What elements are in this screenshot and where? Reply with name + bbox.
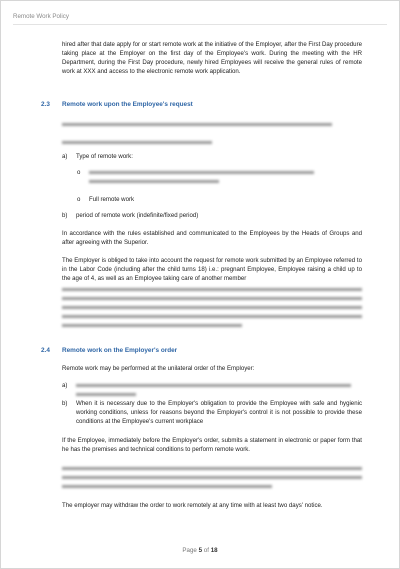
section-title: Remote work upon the Employee's request	[62, 101, 193, 108]
total-pages: 18	[210, 547, 218, 554]
obscured-text	[76, 382, 362, 396]
section-number: 2.4	[41, 347, 50, 354]
obscured-text	[62, 138, 362, 144]
list-item-a: a)	[62, 382, 362, 396]
list-item-b: b) When it is necessary due to the Employer's obligation to provide the Employee with safe and hygienic working conditions, unless for reasons beyond the Employer's control it is not possible to provide these conditions at the Employee's current workplace	[62, 400, 362, 425]
paragraph: If the Employee, immediately before the Employer's order, submits a statement in electronic or paper form that he has the premises and technical conditions to perform remote work.	[62, 437, 362, 453]
current-page: 5	[198, 547, 203, 554]
paragraph: Remote work may be performed at the unilateral order of the Employer:	[62, 365, 255, 372]
section-title: Remote work on the Employer's order	[62, 347, 178, 354]
sub-item-partial: o	[62, 169, 377, 183]
list-item-a: a) Type of remote work:	[62, 153, 133, 160]
header-divider	[13, 24, 387, 25]
paragraph: The employer may withdraw the order to work remotely at any time with at least two days' notice.	[62, 502, 323, 509]
obscured-text	[62, 120, 362, 126]
sub-item-full-remote: o Full remote work	[77, 196, 135, 203]
obscured-text	[62, 464, 362, 488]
paragraph: The Employer is obliged to take into account the request for remote work submitted by an Employee referred to in the Labor Code (including after the child turns 18) i.e.: pregnant Employee, Employee raising a child up to the age of 4, as well as an Employee taking care of another member	[62, 257, 362, 282]
section-number: 2.3	[41, 101, 50, 108]
list-item-b: b) period of remote work (indefinite/fixed period)	[62, 212, 199, 219]
obscured-text	[62, 285, 362, 327]
intro-paragraph: hired after that date apply for or start remote work at the initiative of the Employer, after the First Day procedure taking place at the Employer on the first day of the Employee's work. During the meeting with the HR Department, during the First Day procedure, newly hired Employees will receive the general rules of remote work at XXX and access to the electronic remote work application.	[62, 41, 362, 75]
running-header: Remote Work Policy	[13, 13, 69, 20]
section-heading-2-4	[41, 347, 371, 354]
page-footer: Page 5 of 18	[182, 547, 218, 554]
section-heading-2-3	[41, 101, 371, 108]
paragraph: In accordance with the rules established and communicated to the Employees by the Heads of Groups and after agreeing with the Superior.	[62, 230, 362, 246]
